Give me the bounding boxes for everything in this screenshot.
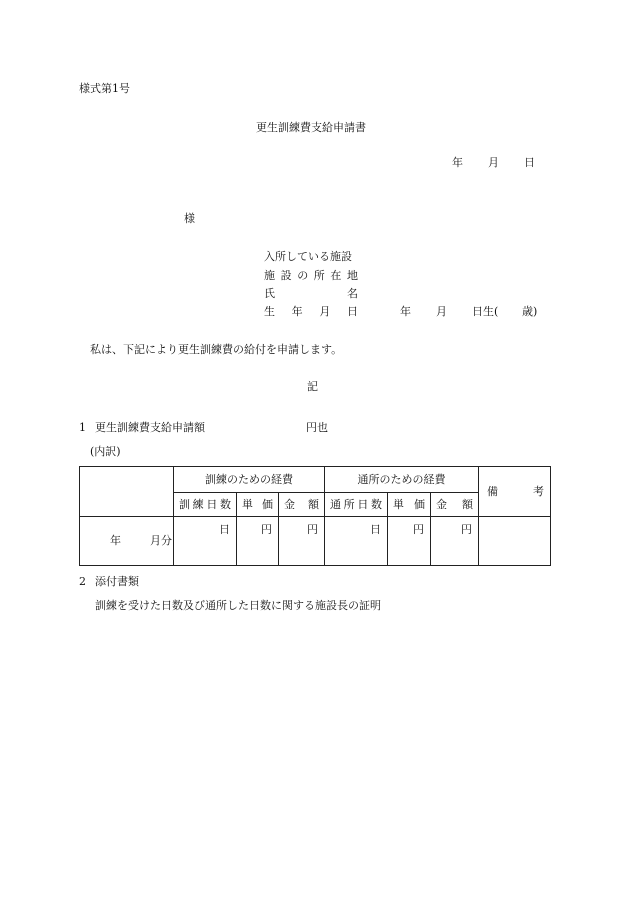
training-expenses-header: 訓練のための経費 [174, 467, 325, 493]
addressee-suffix: 様 [184, 212, 195, 225]
commute-amount-header: 金 額 [431, 493, 479, 517]
birthdate-label: 生 年 月 日 [264, 305, 358, 318]
breakdown-table [79, 466, 551, 566]
training-unit-price-cell[interactable]: 円 [237, 517, 279, 566]
section1-amount-unit: 円也 [306, 421, 328, 434]
section2-label: 添付書類 [95, 575, 139, 588]
date-day: 日 [524, 156, 535, 169]
row-month-label: 年 月分 [80, 517, 174, 566]
record-heading: 記 [307, 380, 318, 393]
section2-content: 訓練を受けた日数及び通所した日数に関する施設長の証明 [95, 599, 381, 612]
section1-label: 更生訓練費支給申請額 [95, 421, 205, 434]
remarks-cell[interactable] [479, 517, 551, 566]
training-days-cell[interactable]: 日 [174, 517, 237, 566]
age: 歳) [522, 305, 538, 318]
facility-label: 入所している施設 [264, 250, 352, 263]
training-days-header: 訓 練 日 数 [174, 493, 237, 517]
application-statement: 私は、下記により更生訓練費の給付を申請します。 [90, 343, 343, 356]
section2-number: 2 [79, 575, 86, 588]
commute-amount-cell[interactable]: 円 [431, 517, 479, 566]
date-year: 年 [452, 156, 463, 169]
birth-month: 月 [436, 305, 447, 318]
birth-day: 日生( [472, 305, 499, 318]
breakdown-label: (内訳) [90, 445, 121, 458]
commute-days-header: 通 所 日 数 [325, 493, 388, 517]
date-month: 月 [488, 156, 499, 169]
form-number: 様式第1号 [79, 82, 130, 95]
remarks-header: 備 考 [479, 467, 551, 517]
birth-year: 年 [400, 305, 411, 318]
training-unit-price-header: 単 価 [237, 493, 279, 517]
commute-unit-price-header: 単 価 [388, 493, 431, 517]
facility-address-label: 施 設 の 所 在 地 [264, 269, 358, 282]
blank-header-cell [80, 467, 174, 517]
name-label: 氏 名 [264, 287, 358, 300]
training-amount-cell[interactable]: 円 [279, 517, 325, 566]
training-amount-header: 金 額 [279, 493, 325, 517]
commute-unit-price-cell[interactable]: 円 [388, 517, 431, 566]
commute-expenses-header: 通所のための経費 [325, 467, 479, 493]
commute-days-cell[interactable]: 日 [325, 517, 388, 566]
section1-number: 1 [79, 421, 86, 434]
document-title: 更生訓練費支給申請書 [256, 121, 366, 134]
